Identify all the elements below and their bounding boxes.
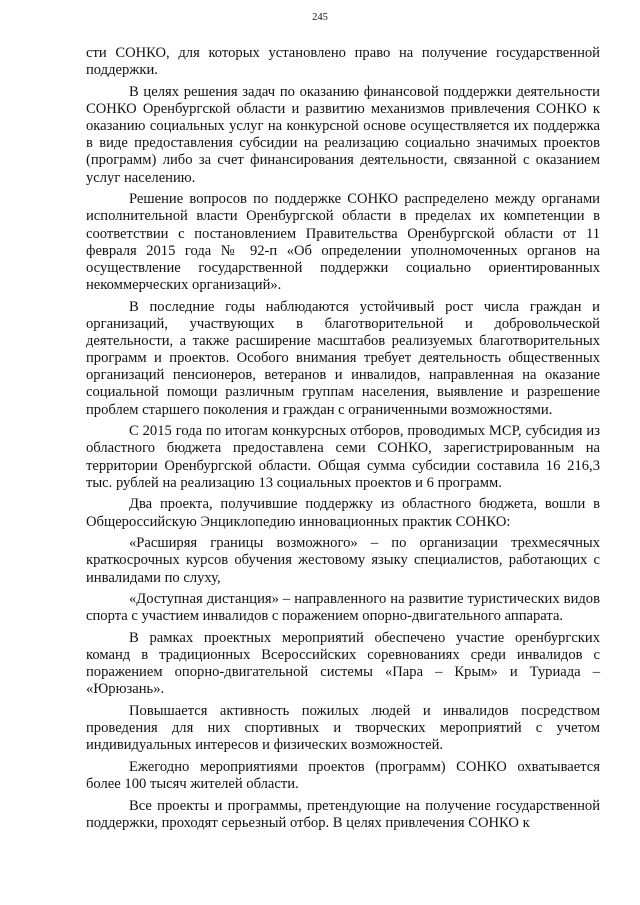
paragraph-project-accessible-distance: «Доступная дистанция» – направленного на развитие туристических видов спорта с участием инвалидов с поражением опорно-двигательного аппарата. [86, 591, 600, 625]
paragraph-growth: В последние годы наблюдаются устойчивый рост числа граждан и организаций, участвующих в благотворительной и добровольческой деятельности, а также расширение масштабов реализуемых благотворительных программ и проектов. Особого внимания требует деятельность общественных организаций пенсионеров, ветеранов и инвалидов, направленная на оказание социальной помощи различным группам населения, выявление и разрешение проблем старшего поколения и граждан с ограниченными возможностями. [86, 298, 600, 418]
paragraph-selection: Все проекты и программы, претендующие на получение государственной поддержки, проходят серьезный отбор. В целях привлечения СОНКО к [86, 797, 600, 832]
paragraph-financial-support: В целях решения задач по оказанию финансовой поддержки деятельности СОНКО Оренбургской области и развитию механизмов привлечения СОНКО к оказанию социальных услуг на конкурсной основе осуществляется их поддержка в виде предоставления субсидии на реализацию социально значимых проектов (программ) либо за счет финансирования деятельности, связанной с оказанием услуг населению. [86, 83, 600, 186]
paragraph-authorities: Решение вопросов по поддержке СОНКО распределено между органами исполнительной власти Оренбургской области в пределах их компетенции в соответствии с постановлением Правительства Оренбургской области от 11 февраля 2015 года № 92-п «Об определении уполномоченных органов на осуществление государственной поддержки социально ориентированных некоммерческих организаций». [86, 191, 600, 294]
paragraph-competitions: В рамках проектных мероприятий обеспечено участие оренбургских команд в традиционных Всероссийских соревнованиях среди инвалидов с поражением опорно-двигательной системы «Пара – Крым» и Туриада – «Юрюзань». [86, 630, 600, 698]
paragraph-subsidies-since-2015: С 2015 года по итогам конкурсных отборов, проводимых МСР, субсидия из областного бюджета предоставлена семи СОНКО, зарегистрированным на территории Оренбургской области. Общая сумма субсидии составила 16 216,3 тыс. рублей на реализацию 13 социальных проектов и 6 программ. [86, 423, 600, 491]
page-body [86, 45, 600, 832]
paragraph-project-sign-language: «Расширяя границы возможного» – по организации трехмесячных краткосрочных курсов обучения жестовому языку специалистов, работающих с инвалидами по слуху, [86, 535, 600, 586]
page-number: 245 [312, 12, 328, 23]
paragraph-continuation: сти СОНКО, для которых установлено право на получение государственной поддержки. [86, 45, 600, 79]
paragraph-activity: Повышается активность пожилых людей и инвалидов посредством проведения для них спортивных и творческих мероприятий с учетом индивидуальных интересов и физических возможностей. [86, 703, 600, 754]
paragraph-two-projects: Два проекта, получившие поддержку из областного бюджета, вошли в Общероссийскую Энциклопедию инновационных практик СОНКО: [86, 496, 600, 530]
paragraph-coverage: Ежегодно мероприятиями проектов (программ) СОНКО охватывается более 100 тысяч жителей области. [86, 759, 600, 793]
